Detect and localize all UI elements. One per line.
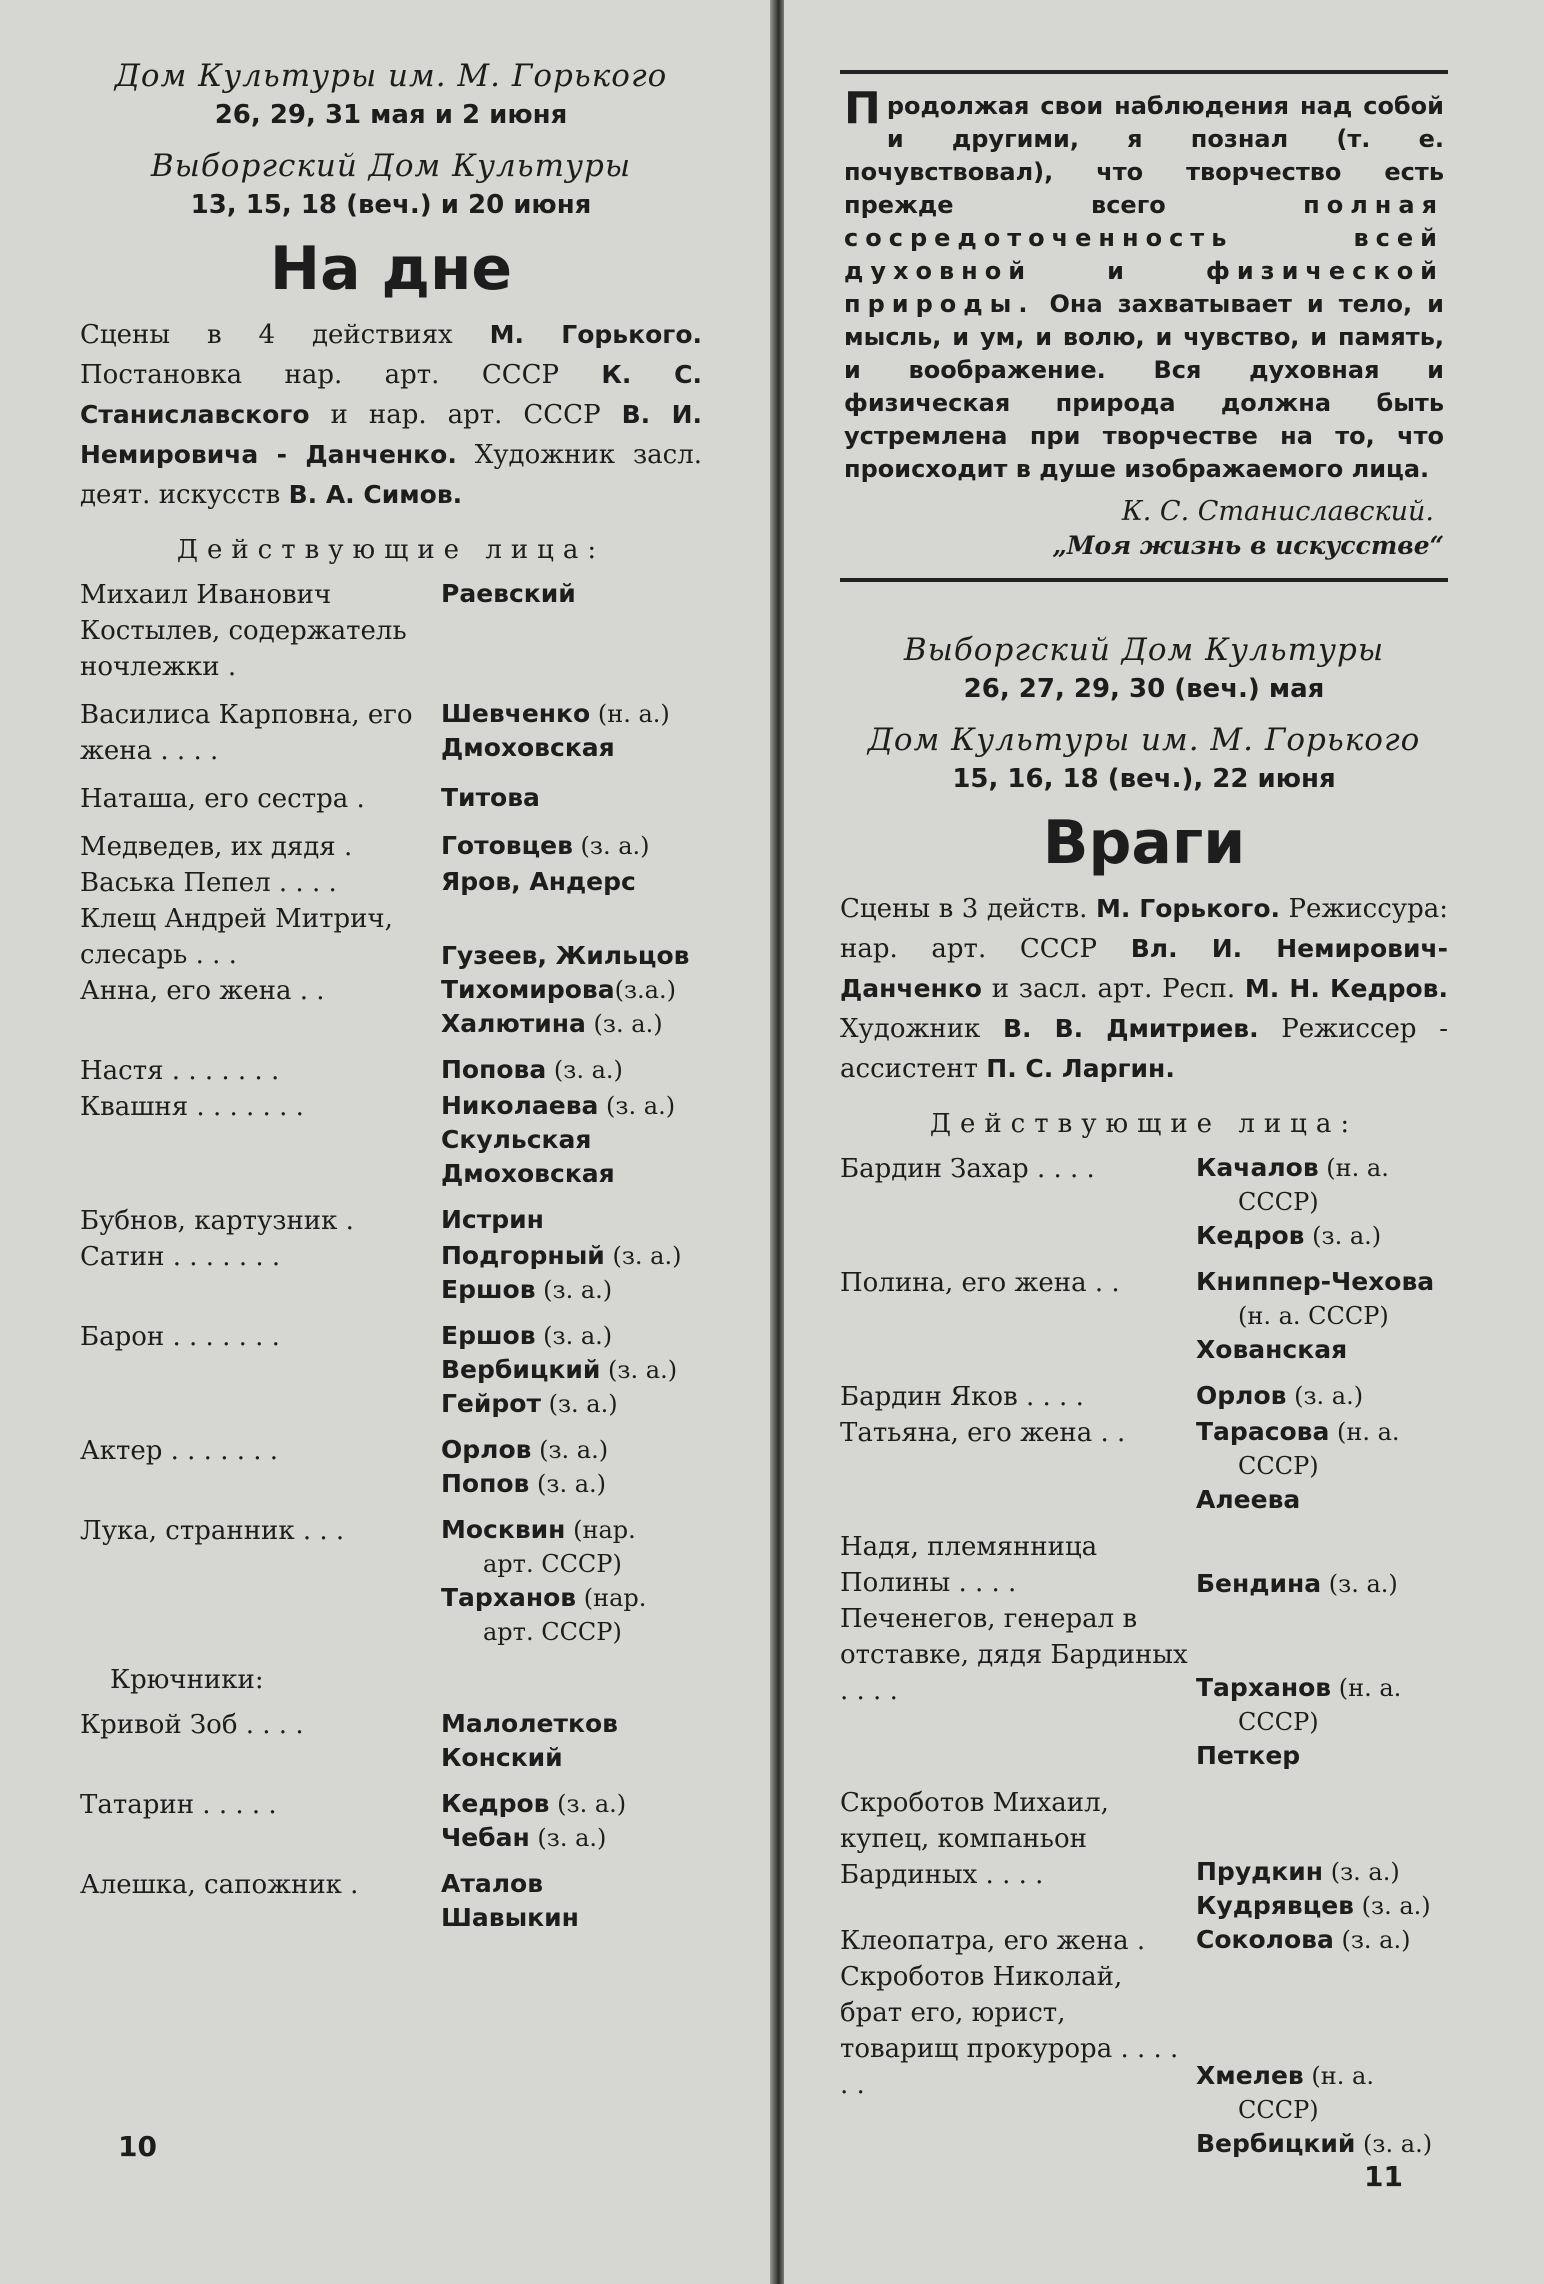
page-number: 11: [1364, 2160, 1403, 2193]
role: Васька Пепел . . . .: [80, 868, 337, 898]
actor: Хмелев (н. а. СССР) Вербицкий (з. а.): [1196, 2061, 1433, 2158]
cast-row: [80, 973, 702, 1053]
actor: Орлов (з. а.) Попов (з. а.): [441, 1435, 609, 1498]
role: Актер . . . . . . .: [80, 1436, 279, 1466]
role: Наташа, его сестра .: [80, 784, 365, 814]
performance-dates: 26, 27, 29, 30 (веч.) мая: [963, 674, 1325, 704]
cast-row: [840, 1529, 1448, 1601]
role: Алешка, сапожник .: [80, 1870, 359, 1900]
sub-heading: Крючники:: [110, 1665, 264, 1695]
role: Скроботов Николай, брат его, юрист, товарищ прокурора . . . . . .: [840, 1962, 1179, 2100]
cast-row: [840, 1379, 1448, 1415]
cast-row: [840, 1601, 1448, 1785]
actor: Ершов (з. а.) Вербицкий (з. а.) Гейрот (з. а.): [441, 1321, 678, 1418]
cast-heading: Действующие лица:: [176, 535, 606, 565]
role: Бубнов, картузник .: [80, 1206, 354, 1236]
cast-row: [80, 1707, 702, 1787]
role: Кривой Зоб . . . .: [80, 1710, 304, 1740]
cast-row: [80, 1239, 702, 1319]
cast-row: [80, 901, 702, 973]
performance-dates: 13, 15, 18 (веч.) и 20 июня: [190, 190, 592, 220]
cast-list-porters: [80, 1707, 702, 1935]
actor: Титова: [441, 783, 540, 812]
venue-gorky-house: Дом Культуры им. М. Горького: [867, 722, 1421, 758]
actor: Шевченко (н. а.) Дмоховская: [441, 699, 670, 762]
actor: Яров, Андерс: [441, 867, 636, 896]
role: Клещ Андрей Митрич, слесарь . . .: [80, 904, 393, 970]
cast-heading: Действующие лица:: [929, 1109, 1359, 1139]
actor: Подгорный (з. а.) Ершов (з. а.): [441, 1241, 682, 1304]
role: Лука, странник . . .: [80, 1516, 345, 1546]
actor: Качалов (н. а. СССР) Кедров (з. а.): [1196, 1153, 1389, 1250]
cast-row: [80, 781, 702, 829]
cast-list: [840, 1151, 1448, 2161]
page-number: 10: [118, 2130, 157, 2163]
role: Бардин Захар . . . .: [840, 1154, 1095, 1184]
venue-gorky-house: Дом Культуры им. М. Горького: [114, 58, 668, 94]
cast-row: [80, 1319, 702, 1433]
role: Барон . . . . . . .: [80, 1322, 280, 1352]
actor: Тарасова (н. а. СССР) Алеева: [1196, 1417, 1400, 1514]
actor: Малолетков Конский: [441, 1709, 618, 1772]
quote-author: К. С. Станиславский.: [1121, 496, 1434, 527]
cast-row: [840, 1265, 1448, 1379]
actor: Истрин: [441, 1205, 544, 1234]
play-description: Сцены в 4 действиях М. Горького. Постановка нар. арт. СССР К. С. Станиславского и нар. арт. СССР В. И. Немировича - Данченко. Художник засл. деят. искусств В. А. Симов.: [80, 320, 702, 510]
role: Клеопатра, его жена .: [840, 1926, 1146, 1956]
actor: Аталов Шавыкин: [441, 1869, 579, 1932]
cast-row: [80, 1053, 702, 1089]
venue-vyborg-house: Выборгский Дом Культуры: [903, 632, 1385, 668]
cast-row: [840, 1415, 1448, 1529]
role: Михаил Иванович Костылев, содержатель ночлежки .: [80, 580, 407, 682]
role: Татарин . . . . .: [80, 1790, 277, 1820]
cast-row: [840, 1151, 1448, 1265]
cast-row: [80, 1089, 702, 1203]
performance-dates: 15, 16, 18 (веч.), 22 июня: [952, 764, 1336, 794]
role: Печенегов, генерал в отставке, дядя Бардиных . . . .: [840, 1604, 1188, 1706]
actor: Гузеев, Жильцов: [441, 941, 690, 970]
role: Анна, его жена . .: [80, 976, 325, 1006]
actor: Кедров (з. а.) Чебан (з. а.): [441, 1789, 627, 1852]
play-title: Враги: [1042, 808, 1246, 878]
role: Полина, его жена . .: [840, 1268, 1120, 1298]
role: Квашня . . . . . . .: [80, 1092, 304, 1122]
cast-row: [80, 697, 702, 781]
actor: Тарханов (н. а. СССР) Петкер: [1196, 1673, 1402, 1770]
role: Сатин . . . . . . .: [80, 1242, 281, 1272]
actor: Москвин (нар. арт. СССР) Тарханов (нар. арт. СССР): [441, 1515, 647, 1646]
actor: Прудкин (з. а.) Кудрявцев (з. а.): [1196, 1857, 1431, 1920]
performance-dates: 26, 29, 31 мая и 2 июня: [214, 100, 568, 130]
actor: Бендина (з. а.): [1196, 1569, 1398, 1598]
role: Скроботов Михаил, купец, компаньон Бардиных . . . .: [840, 1788, 1109, 1890]
cast-row: [80, 865, 702, 901]
role: Бардин Яков . . . .: [840, 1382, 1084, 1412]
role: Надя, племянница Полины . . . .: [840, 1532, 1098, 1598]
actor: Орлов (з. а.): [1196, 1381, 1364, 1410]
cast-row: [840, 1923, 1448, 1959]
role: Медведев, их дядя .: [80, 832, 353, 862]
actor: Соколова (з. а.): [1196, 1925, 1411, 1954]
venue-vyborg-house: Выборгский Дом Культуры: [150, 148, 632, 184]
cast-row: [80, 829, 702, 865]
quote-source: „Моя жизнь в искусстве“: [1052, 531, 1444, 560]
actor: Готовцев (з. а.): [441, 831, 650, 860]
cast-row: [80, 1513, 702, 1649]
role: Настя . . . . . . .: [80, 1056, 280, 1086]
dropcap: П: [844, 83, 881, 134]
cast-row: [80, 1787, 702, 1867]
actor: Книппер-Чехова (н. а. СССР) Хованская: [1196, 1267, 1435, 1364]
role: Василиса Карповна, его жена . . . .: [80, 700, 413, 766]
cast-row: [840, 1959, 1448, 2161]
cast-row: [80, 1867, 702, 1935]
cast-row: [840, 1785, 1448, 1923]
cast-row: [80, 1433, 702, 1513]
right-page: [784, 0, 1544, 2284]
actor: Раевский: [441, 579, 576, 608]
cast-list: [80, 577, 702, 1649]
cast-row: [80, 1203, 702, 1239]
cast-row: [80, 577, 702, 697]
actor: Николаева (з. а.) Скульская Дмоховская: [441, 1091, 676, 1188]
play-title: На дне: [269, 234, 513, 304]
role: Татьяна, его жена . .: [840, 1418, 1126, 1448]
quote-text: Продолжая свои наблюдения над собой и другими, я познал (т. е. почувствовал), что творчество есть прежде всего полная сосредоточенность всей духовной и физической природы. Она захватывает и тело, и мысль, и ум, и волю, и чувство, и память, и воображение. Вся духовная и физическая природа должна быть устремлена при творчестве на то, что происходит в душе изображаемого лица.: [844, 83, 1444, 483]
quote-box: [840, 70, 1448, 582]
actor: Тихомирова(з.а.) Халютина (з. а.): [441, 975, 676, 1038]
play-description: Сцены в 3 действ. М. Горького. Режиссура: нар. арт. СССР Вл. И. Немирович-Данченко и засл. арт. Респ. М. Н. Кедров. Художник В. В. Дмитриев. Режиссер - ассистент П. С. Ларгин.: [840, 894, 1449, 1084]
actor: Попова (з. а.): [441, 1055, 623, 1084]
